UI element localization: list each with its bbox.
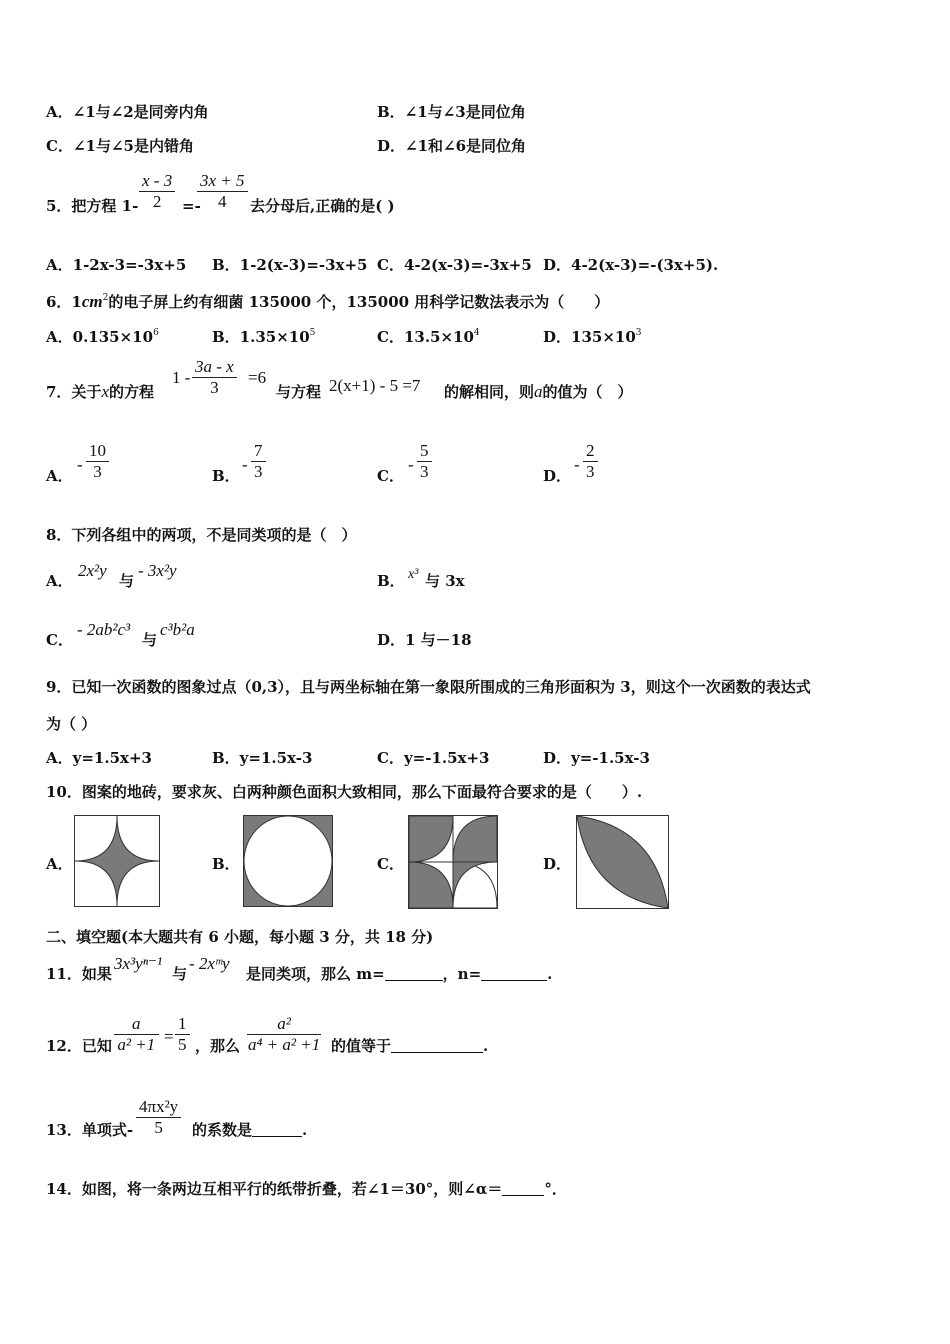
q6-stem: 6．$1cm^2$的电子屏上约有细菌 135000 个，135000 用科学记数法表示为（ ） bbox=[46, 292, 610, 311]
q8-option-b-term1: x³ bbox=[408, 567, 419, 582]
q9-option-b: B．y=1.5x-3 bbox=[212, 749, 313, 767]
q12-answer-blank[interactable] bbox=[391, 1038, 483, 1053]
q7-option-a-fraction: $\frac{10}{3}$ bbox=[86, 441, 109, 482]
q11-term2: - 2xᵐy bbox=[189, 954, 230, 973]
q7-option-b-sign: - bbox=[242, 455, 248, 474]
q11-term1: 3x³yⁿ⁻¹ bbox=[114, 954, 163, 973]
section-2-heading: 二、填空题(本大题共有 6 小题，每小题 3 分，共 18 分) bbox=[46, 928, 434, 946]
q5-equals: =- bbox=[182, 197, 201, 215]
q14-answer-blank[interactable] bbox=[502, 1181, 544, 1196]
q13-fraction: $\frac{\text{4πx²y}}{5}$ bbox=[136, 1097, 181, 1138]
q13-suffix: 的系数是 . bbox=[192, 1121, 308, 1139]
q9-stem-line2: 为（ ） bbox=[46, 715, 97, 733]
q7-option-c-label: C． bbox=[377, 467, 404, 485]
q7-option-d-sign: - bbox=[574, 455, 580, 474]
q7-suffix: 的解相同，则a的值为（ ） bbox=[444, 382, 633, 401]
q8-option-c-with: 与 bbox=[142, 631, 158, 649]
q9-option-c: C．y=-1.5x+3 bbox=[377, 749, 490, 767]
q8-option-b-rest: 与 3x bbox=[425, 572, 465, 590]
q14-stem: 14．如图，将一条两边互相平行的纸带折叠，若∠1＝30°，则∠α＝ °． bbox=[46, 1180, 567, 1198]
q10-option-d-label: D． bbox=[543, 855, 572, 873]
q8-option-c-term1: - 2ab²c³ bbox=[77, 620, 131, 639]
q12-prefix: 12．已知 bbox=[46, 1037, 112, 1055]
q12-suffix: 的值等于 . bbox=[331, 1037, 489, 1055]
q7-eq1-left: 1 - bbox=[172, 368, 191, 387]
q7-option-a-sign: - bbox=[77, 455, 83, 474]
q4-option-b: B．∠1与∠3是同位角 bbox=[377, 103, 526, 121]
q10-tile-b bbox=[243, 815, 333, 907]
q5-suffix: 去分母后,正确的是( ) bbox=[250, 197, 395, 215]
q7-eq1-fraction: $\frac{3a - x}{3}$ bbox=[192, 357, 237, 398]
q7-mid2: 与方程 bbox=[276, 383, 322, 401]
q11-suffix: 是同类项，那么 m= ，n= . bbox=[246, 965, 553, 983]
q13-prefix: 13．单项式- bbox=[46, 1121, 134, 1139]
q5-prefix: 5．把方程 1- bbox=[46, 197, 139, 215]
q12-equals: = bbox=[164, 1027, 174, 1046]
q4-option-d: D．∠1和∠6是同位角 bbox=[377, 137, 527, 155]
q9-option-d: D．y=-1.5x-3 bbox=[543, 749, 650, 767]
q10-tile-d bbox=[576, 815, 669, 909]
q8-option-c-label: C． bbox=[46, 631, 73, 649]
q11-m-blank[interactable] bbox=[385, 966, 443, 981]
q4-option-a: A．∠1与∠2是同旁内角 bbox=[46, 103, 209, 121]
q5-option-c: C．4-2(x-3)=-3x+5 bbox=[377, 256, 532, 274]
q7-eq2: 2(x+1) - 5 =7 bbox=[329, 376, 421, 395]
q12-fraction-3: $\frac{\text{a²}}{\text{a⁴ + a² +1}}$ bbox=[248, 1014, 321, 1054]
q8-stem: 8．下列各组中的两项，不是同类项的是（ ） bbox=[46, 526, 357, 544]
q10-option-b-label: B． bbox=[212, 855, 240, 873]
q7-option-b-label: B． bbox=[212, 467, 240, 485]
q8-option-a-term2: - 3x²y bbox=[138, 561, 177, 580]
q10-tile-a bbox=[74, 815, 160, 907]
q5-fraction-1: $\frac{x - 3}{2}$ bbox=[139, 171, 175, 212]
q6-option-c: C．$13.5\times 10^4$ bbox=[377, 328, 480, 346]
q12-mid: ，那么 bbox=[195, 1037, 241, 1055]
q7-prefix: 7．关于x的方程 bbox=[46, 382, 154, 401]
q8-option-c-term2: c³b²a bbox=[160, 620, 195, 639]
q7-option-c-sign: - bbox=[408, 455, 414, 474]
q6-option-d: D．$135\times 10^3$ bbox=[543, 328, 642, 346]
q11-prefix: 11．如果 bbox=[46, 965, 112, 983]
q5-option-d: D．4-2(x-3)=-(3x+5). bbox=[543, 256, 719, 274]
q10-option-a-label: A． bbox=[46, 855, 73, 873]
q8-option-a-with: 与 bbox=[119, 572, 135, 590]
q7-eq1-right: =6 bbox=[248, 368, 267, 387]
q8-option-b-label: B． bbox=[377, 572, 405, 590]
q10-option-c-label: C． bbox=[377, 855, 404, 873]
q10-stem: 10．图案的地砖，要求灰、白两种颜色面积大致相同，那么下面最符合要求的是（ ）. bbox=[46, 783, 643, 801]
q8-option-a-label: A． bbox=[46, 572, 73, 590]
q5-fraction-2: $\frac{3x + 5}{4}$ bbox=[197, 171, 248, 212]
q11-n-blank[interactable] bbox=[481, 966, 547, 981]
q13-answer-blank[interactable] bbox=[252, 1122, 302, 1137]
q8-option-a-term1: 2x²y bbox=[78, 561, 107, 580]
q4-option-c: C．∠1与∠5是内错角 bbox=[46, 137, 194, 155]
q6-option-b: B．$1.35\times 10^5$ bbox=[212, 328, 316, 346]
q6-option-a: A．$0.135\times 10^6$ bbox=[46, 328, 159, 346]
q7-option-d-label: D． bbox=[543, 467, 572, 485]
q5-option-a: A．1-2x-3=-3x+5 bbox=[46, 256, 187, 274]
q7-option-b-fraction: $\frac{7}{3}$ bbox=[251, 441, 266, 482]
q12-fraction-2: $\frac{1}{5}$ bbox=[175, 1014, 190, 1055]
q8-option-d: D．1 与－18 bbox=[377, 631, 472, 649]
q9-stem-line1: 9．已知一次函数的图象过点（0,3），且与两坐标轴在第一象限所围成的三角形面积为 3，则这个一次函数的表达式 bbox=[46, 678, 811, 696]
q7-option-d-fraction: $\frac{2}{3}$ bbox=[583, 441, 598, 482]
q7-option-c-fraction: $\frac{5}{3}$ bbox=[417, 441, 432, 482]
q5-option-b: B．1-2(x-3)=-3x+5 bbox=[212, 256, 368, 274]
q12-fraction-1: $\frac{a}{\text{a² +1}}$ bbox=[114, 1014, 159, 1055]
q10-tile-c bbox=[408, 815, 498, 909]
q11-with: 与 bbox=[172, 965, 188, 983]
q7-option-a-label: A． bbox=[46, 467, 73, 485]
q9-option-a: A．y=1.5x+3 bbox=[46, 749, 152, 767]
